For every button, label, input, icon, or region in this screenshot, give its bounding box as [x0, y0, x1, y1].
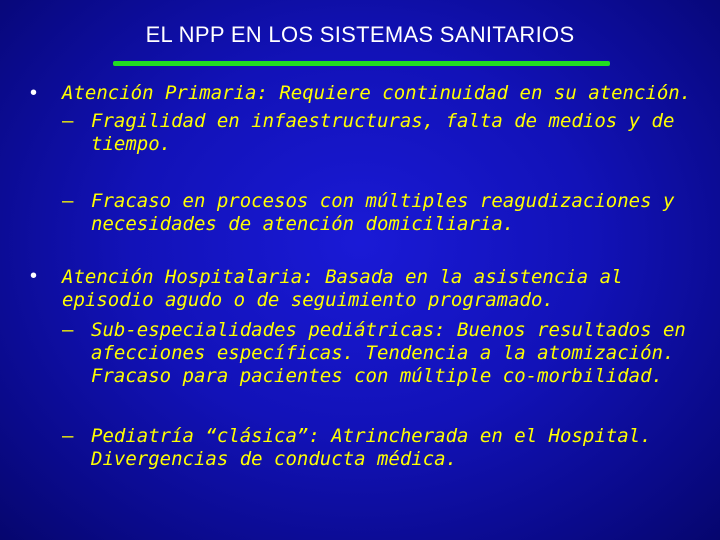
item-line: Fragilidad en infaestructuras, falta de medios y de: [91, 110, 675, 132]
item-line: necesidades de atención domiciliaria.: [91, 213, 515, 235]
item-dash: –: [62, 190, 74, 212]
section-heading-line: Atención Hospitalaria: Basada en la asistencia al: [62, 266, 623, 288]
item-line: Fracaso en procesos con múltiples reagudizaciones y: [91, 190, 675, 212]
title-underline: [113, 61, 610, 66]
item-dash: –: [62, 110, 74, 132]
section-heading-line: episodio agudo o de seguimiento programado.: [62, 289, 554, 311]
section-bullet: •: [30, 82, 38, 104]
item-line: Sub-especialidades pediátricas: Buenos resultados en: [91, 319, 686, 341]
item-dash: –: [62, 319, 74, 341]
item-line: Fracaso para pacientes con múltiple co-morbilidad.: [91, 365, 663, 387]
section-bullet: •: [30, 265, 38, 287]
item-line: Pediatría “clásica”: Atrincherada en el Hospital.: [91, 425, 652, 447]
item-line: afecciones específicas. Tendencia a la atomización.: [91, 342, 675, 364]
section-heading-line: Atención Primaria: Requiere continuidad en su atención.: [62, 82, 692, 104]
slide-title: EL NPP EN LOS SISTEMAS SANITARIOS: [145, 22, 575, 47]
item-dash: –: [62, 425, 74, 447]
item-line: Divergencias de conducta médica.: [91, 448, 458, 470]
item-line: tiempo.: [91, 133, 172, 155]
